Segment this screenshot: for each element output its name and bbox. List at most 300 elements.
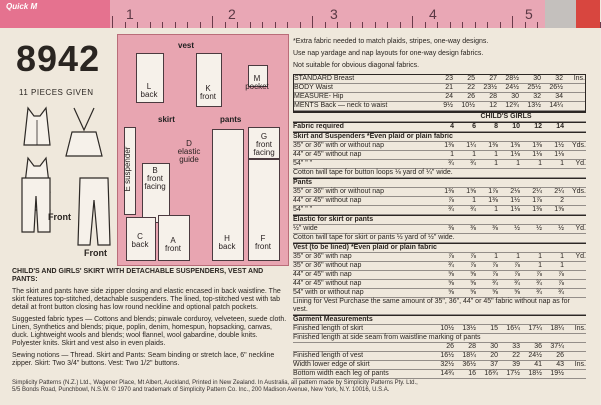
row-value: 19½ (550, 370, 564, 377)
row-value: 37 (490, 361, 498, 368)
garment-row (293, 370, 586, 379)
ruler-tick (437, 22, 438, 28)
row-value: 18½ (528, 370, 542, 377)
row-value: 36½ (462, 361, 476, 368)
pants-label: pants (220, 115, 242, 124)
row-value: 12 (489, 102, 497, 109)
row-value: 30 (490, 343, 498, 350)
ruler-number: 5 (525, 6, 533, 22)
row-value: 21 (445, 84, 453, 91)
lining-row (293, 298, 586, 315)
row-label: 44" or 45" without nap (293, 197, 362, 204)
ruler-tick (350, 22, 351, 28)
row-value: 2 (560, 197, 564, 204)
row-value: ⅝ (448, 271, 454, 278)
ruler-tick (425, 22, 426, 28)
fabric-required-row (293, 122, 586, 132)
row-value (564, 197, 586, 205)
row-value: 26 (446, 343, 454, 350)
ruler-tick (487, 22, 488, 28)
row-value: 36 (534, 343, 542, 350)
fabric-row (293, 206, 586, 215)
row-value: ⅝ (492, 289, 498, 296)
row-label: Width lower edge of skirt (293, 361, 370, 368)
row-value: 1⅜ (510, 142, 520, 149)
row-value: 32 (555, 75, 563, 82)
row-label: MENTS Back — neck to waist (294, 102, 388, 109)
row-value: 33 (512, 343, 520, 350)
row-value: ⅞ (558, 280, 564, 287)
measuring-ruler (0, 0, 600, 28)
row-value: 34 (555, 93, 563, 100)
size-cell: 10 (512, 123, 520, 130)
page-corner (545, 0, 600, 28)
ruler-tick (362, 22, 363, 28)
row-value: 24 (445, 93, 453, 100)
row-value (432, 334, 454, 342)
ruler-tick (337, 22, 338, 28)
row-value: 24½ (505, 84, 519, 91)
row-value: 26 (556, 352, 564, 359)
section-title: Skirt and Suspenders *Even plaid or plain fabric (293, 133, 453, 140)
row-value: ⅜ (448, 225, 454, 232)
row-value: ¾ (514, 280, 520, 287)
fabric-row (293, 262, 586, 271)
row-value: 1 (538, 253, 542, 260)
ruler-tick (187, 22, 188, 28)
row-value: ¾ (448, 206, 454, 213)
lining-text: Lining for Vest Purchase the same amount of 35", 36", 44" or 45" fabric without nap as for vest. (293, 298, 570, 313)
row-value: ⅞ (470, 262, 476, 269)
row-value: 1 (494, 206, 498, 213)
size-cell: 4 (450, 123, 454, 130)
front-label: Front (48, 212, 71, 222)
row-label: 54" with or without nap (293, 289, 364, 296)
row-value: ⅞ (448, 253, 454, 260)
piece-f-label: F front (254, 234, 271, 251)
row-label: 44" or 45" without nap (293, 280, 362, 287)
ruler-tick (162, 22, 163, 28)
garment-row (293, 361, 586, 370)
ruler-tick (137, 22, 138, 28)
ruler-tick (212, 16, 213, 28)
row-value: Yds. (571, 142, 586, 149)
row-value: 1⅛ (554, 151, 564, 158)
garment-description (12, 268, 287, 372)
row-value: ⅝ (470, 271, 476, 278)
ruler-tick (512, 16, 513, 28)
standard-row (294, 93, 585, 102)
ruler-tick (475, 22, 476, 28)
row-label: 54" " " (293, 206, 313, 213)
standard-row (294, 102, 585, 111)
row-value (564, 280, 586, 288)
row-value: 28 (468, 343, 476, 350)
row-value: ⅞ (492, 262, 498, 269)
section-title: Elastic for skirt or pants (293, 216, 374, 223)
row-value: 26 (467, 93, 475, 100)
row-label: Bottom width each leg of pants (293, 370, 389, 377)
row-value: 32 (533, 93, 541, 100)
row-value: ⅞ (514, 262, 520, 269)
row-label: Finished length of vest (293, 352, 364, 359)
row-value: 16½ (440, 352, 454, 359)
skirt-label: skirt (158, 115, 175, 124)
row-value: Ins. (573, 75, 585, 82)
ruler-tick (462, 22, 463, 28)
row-value: 15 (490, 325, 498, 332)
ruler-tick (300, 22, 301, 28)
row-value: Ins. (574, 325, 586, 332)
row-value: 13½ (462, 325, 476, 332)
fabric-sections (293, 132, 586, 298)
ruler-tick (537, 22, 538, 28)
row-value: 1⅜ (488, 197, 498, 204)
row-value: 1 (560, 253, 564, 260)
size-cell: 8 (494, 123, 498, 130)
row-value: ⅞ (558, 271, 564, 278)
ruler-tick (312, 16, 313, 28)
row-value: 1½ (554, 142, 564, 149)
yardage-chart (293, 38, 586, 379)
ruler-tick (275, 22, 276, 28)
row-value: 12¾ (505, 102, 519, 109)
row-value: 30 (511, 93, 519, 100)
row-value: 1⅜ (532, 142, 542, 149)
ruler-number: 1 (126, 6, 134, 22)
section-head (293, 243, 586, 253)
front-label-2: Front (84, 248, 107, 258)
row-value: 18¼ (462, 352, 476, 359)
ruler-tick (237, 22, 238, 28)
row-value (520, 334, 542, 342)
row-value: ¾ (448, 160, 454, 167)
row-label: 35" or 36" with or without nap (293, 188, 384, 195)
fabric-suggestions: Suggested fabric types — Cottons and blends; pinwale corduroy, velveteen, suede cloth. Linen, Synthetics and blends; pique, poplin, denim, homespun, hopsacking, canvas, duck. Lightweight wools and blends; wool flannel, wool gabardine, double knits. Polyester knits. Skirt and vest also in even plaids. (12, 316, 287, 347)
row-value (564, 206, 586, 214)
ruler-number: 4 (429, 6, 437, 22)
row-value: ⅝ (514, 289, 520, 296)
row-label: 35" or 36" with nap (293, 253, 352, 260)
row-value: ⅞ (492, 271, 498, 278)
row-value: 17¼ (528, 325, 542, 332)
row-value: 24½ (528, 352, 542, 359)
row-value: 20 (490, 352, 498, 359)
row-label (293, 343, 432, 351)
row-value: 1 (450, 151, 454, 158)
row-value: 1 (472, 151, 476, 158)
row-value: 1⅜ (444, 142, 454, 149)
row-value: 1 (472, 197, 476, 204)
row-label: Finished length at side seam from waistline marking of pants (293, 334, 481, 341)
ruler-tick (400, 22, 401, 28)
row-value: 1½ (510, 197, 520, 204)
piece-g-label: G front facing (253, 132, 275, 157)
row-value: 1⅜ (488, 142, 498, 149)
garment-row (293, 334, 586, 343)
row-value: Ins. (574, 361, 586, 368)
row-value: 25 (467, 75, 475, 82)
ruler-tick (387, 22, 388, 28)
garment-sketches (10, 100, 115, 265)
fabric-row (293, 142, 586, 151)
row-value: 10½ (440, 325, 454, 332)
row-value: 1⅝ (554, 206, 564, 213)
row-value: 1¼ (466, 142, 476, 149)
row-value: 41 (534, 361, 542, 368)
garment-row (293, 325, 586, 334)
row-value: 28 (489, 93, 497, 100)
row-value: 1 (494, 151, 498, 158)
section-title: Pants (293, 179, 313, 186)
row-value: 30 (533, 75, 541, 82)
piece-b-label: B front facing (144, 166, 166, 191)
row-value: ⅝ (470, 280, 476, 287)
ruler-number: 2 (228, 6, 236, 22)
garment-row (293, 352, 586, 361)
row-label: 44" or 45" without nap (293, 151, 362, 158)
garment-head: Garment Measurements (293, 316, 373, 323)
row-value: 37¼ (550, 343, 564, 350)
row-value: ¾ (558, 289, 564, 296)
ruler-number: 3 (330, 6, 338, 22)
row-value: 25½ (527, 84, 541, 91)
description: The skirt and pants have side zipper closing and elastic encased in back waistline. The skirt features top-stitched, detachable suspenders. The lined, top-stitched vest with tab detail at front button closing has low round neckline and optional patch pockets. (12, 288, 281, 311)
row-value: ¾ (470, 206, 476, 213)
row-value: ⅜ (492, 225, 498, 232)
ruler-tick (175, 22, 176, 28)
row-value: 23½ (483, 84, 497, 91)
row-value: ⅞ (448, 197, 454, 204)
row-value (564, 151, 586, 159)
row-value: 2¼ (554, 188, 564, 195)
row-value: 14¾ (440, 370, 454, 377)
garment-measurements (293, 325, 586, 379)
row-value: ¾ (470, 160, 476, 167)
row-value: 22 (467, 84, 475, 91)
row-value: 9½ (443, 102, 453, 109)
pieces-count: 11 PIECES GIVEN (19, 88, 94, 97)
sewing-notions: Sewing notions — Thread. Skirt and Pants: Seam binding or stretch lace, 6" neckline zipper. Skirt: Two 3/4" buttons. Vest: Two 1/2" buttons. (12, 352, 275, 367)
row-value (563, 84, 585, 92)
row-label: Finished length of skirt (293, 325, 364, 332)
row-value: ¾ (492, 280, 498, 287)
row-value: 32½ (440, 361, 454, 368)
row-value (476, 334, 498, 342)
row-value: ⅝ (448, 280, 454, 287)
row-value: ⅜ (470, 225, 476, 232)
ruler-tick (412, 16, 413, 28)
vest-label: vest (178, 41, 195, 50)
fabric-row (293, 169, 586, 178)
row-value: 2¼ (532, 188, 542, 195)
row-value (563, 102, 585, 110)
section-head (293, 132, 586, 142)
row-label: 35" or 36" without nap (293, 262, 362, 269)
row-value (564, 271, 586, 279)
row-value: 16 (468, 370, 476, 377)
row-value: 17½ (506, 370, 520, 377)
section-head (293, 178, 586, 188)
piece-a-label: A front (164, 236, 181, 253)
standard-row (294, 84, 585, 93)
row-value: 1⅜ (532, 206, 542, 213)
row-label: BODY Waist (294, 84, 333, 91)
piece-d-label: D elastic guide (177, 139, 201, 164)
size-cell: 14 (556, 123, 564, 130)
fabric-row (293, 225, 586, 234)
row-value: 1 (538, 160, 542, 167)
row-value: 1 (494, 253, 498, 260)
ruler-tick (525, 22, 526, 28)
pattern-number: 8942 (16, 38, 101, 79)
row-value (498, 334, 520, 342)
quick-label: Quick M (6, 2, 38, 11)
standard-measurements-table (293, 74, 586, 112)
row-label: MEASURE- Hip (294, 93, 344, 100)
row-label: 54" " " (293, 160, 313, 167)
ruler-tick (262, 22, 263, 28)
ruler-tick (112, 16, 113, 28)
ruler-tick (375, 22, 376, 28)
row-value: 1 (516, 253, 520, 260)
row-value: Yd. (575, 253, 586, 260)
note-1: *Extra fabric needed to match plaids, stripes, one-way designs. (293, 38, 489, 45)
garment-row (293, 343, 586, 352)
ruler-tick (150, 22, 151, 28)
row-value (563, 93, 585, 101)
row-value: 1 (494, 160, 498, 167)
row-label: Cotton twill tape for skirt or pants ½ yard of ½" wide. (293, 234, 455, 241)
row-value: Yd. (575, 225, 586, 232)
row-value: ½ (536, 225, 542, 232)
row-value (564, 370, 586, 378)
row-value: 1 (516, 160, 520, 167)
row-value (564, 343, 586, 351)
section-title: Vest (to be lined) *Even plaid or plain fabric (293, 244, 437, 251)
note-2: Use nap yardage and nap layouts for one-way design fabrics. (293, 50, 484, 57)
footer-line-1: Simplicity Patterns (N.Z.) Ltd., Wagener Place, Mt Albert, Auckland, Printed in New Zealand. In Australia, all pattern made by Simplicity Patterns Pty. Ltd., (12, 380, 418, 386)
fabric-row (293, 188, 586, 197)
row-value: 23 (445, 75, 453, 82)
piece-c-label: C back (131, 232, 149, 249)
row-value: 27 (489, 75, 497, 82)
headline: CHILD'S AND GIRLS' SKIRT WITH DETACHABLE SUSPENDERS, VEST AND PANTS: (12, 268, 264, 283)
fabric-row (293, 234, 586, 243)
row-label: Cotton twill tape for button loops ⅛ yard of ¼" wide. (293, 169, 453, 176)
fabric-row (293, 160, 586, 169)
row-value: ½ (558, 225, 564, 232)
row-value: 1 (560, 262, 564, 269)
fabric-row (293, 151, 586, 160)
row-value: 13½ (527, 102, 541, 109)
row-value: 1⅛ (510, 151, 520, 158)
fabric-row (293, 280, 586, 289)
row-value: ⅝ (470, 289, 476, 296)
piece-k-label: K front (199, 84, 216, 101)
row-value (564, 334, 586, 342)
row-value: ⅞ (536, 271, 542, 278)
row-label: STANDARD Breast (294, 75, 355, 82)
row-value: 18¼ (550, 325, 564, 332)
size-header: CHILD'S GIRLS (480, 113, 532, 120)
ruler-tick (287, 22, 288, 28)
row-value: 28½ (505, 75, 519, 82)
row-value: 43 (556, 361, 564, 368)
row-label: 35" or 36" with or without nap (293, 142, 384, 149)
row-value: 1⅛ (510, 206, 520, 213)
row-value: 1 (538, 262, 542, 269)
row-value: 39 (512, 361, 520, 368)
row-value: 2⅛ (510, 188, 520, 195)
piece-h-label: H back (218, 234, 236, 251)
row-value: ¾ (536, 280, 542, 287)
note-3: Not suitable for obvious diagonal fabrics. (293, 62, 420, 69)
row-value: ⅞ (470, 253, 476, 260)
row-label: 44" or 45" with nap (293, 271, 352, 278)
row-value: 1⅝ (466, 188, 476, 195)
row-value: ¾ (448, 262, 454, 269)
fabric-row (293, 271, 586, 280)
size-cell: 12 (534, 123, 542, 130)
row-value: 10½ (461, 102, 475, 109)
row-value: 1⅞ (488, 188, 498, 195)
row-value: Yd. (575, 160, 586, 167)
row-label: ½" wide (293, 225, 318, 232)
pattern-pieces-diagram (117, 34, 289, 266)
section-head (293, 215, 586, 225)
fabric-row (293, 253, 586, 262)
size-header-row (293, 112, 586, 122)
row-value: 1 (560, 160, 564, 167)
ruler-tick (125, 22, 126, 28)
row-value: 1⅞ (532, 197, 542, 204)
ruler-tick (500, 22, 501, 28)
row-value (542, 334, 564, 342)
ruler-tick (200, 22, 201, 28)
row-value (454, 334, 476, 342)
row-value (564, 352, 586, 360)
footer-line-2: 5/5 Bonds Road, Punchbowl, N.S.W. © 1970 and trademark of Simplicity Pattern Co. Inc., 200 Madison Avenue, New York, N.Y. 10016, U.S.A. (12, 387, 390, 393)
garment-head-row (293, 315, 586, 325)
row-value (564, 289, 586, 297)
standard-row (294, 75, 585, 84)
row-value: 16¾ (484, 370, 498, 377)
fabric-row (293, 289, 586, 298)
row-value: 1⅜ (444, 188, 454, 195)
row-value: 1⅛ (532, 151, 542, 158)
row-value: ½ (514, 225, 520, 232)
row-value: Yds. (571, 188, 586, 195)
row-value: ¾ (536, 289, 542, 296)
row-value (564, 262, 586, 270)
piece-l-label: L back (140, 82, 158, 99)
footer-credits (12, 380, 587, 394)
row-value: 14¼ (549, 102, 563, 109)
piece-e-label: E suspender (123, 146, 132, 192)
size-cell: 6 (472, 123, 476, 130)
fabric-row (293, 197, 586, 206)
ruler-tick (325, 22, 326, 28)
ruler-tick (225, 22, 226, 28)
row-value: ⅝ (448, 289, 454, 296)
piece-m-label: M pocket (245, 74, 269, 91)
row-value: 22 (512, 352, 520, 359)
ruler-tick (250, 22, 251, 28)
row-value: 16¼ (506, 325, 520, 332)
ruler-tick (450, 22, 451, 28)
fabric-required-label: Fabric required (293, 123, 344, 130)
